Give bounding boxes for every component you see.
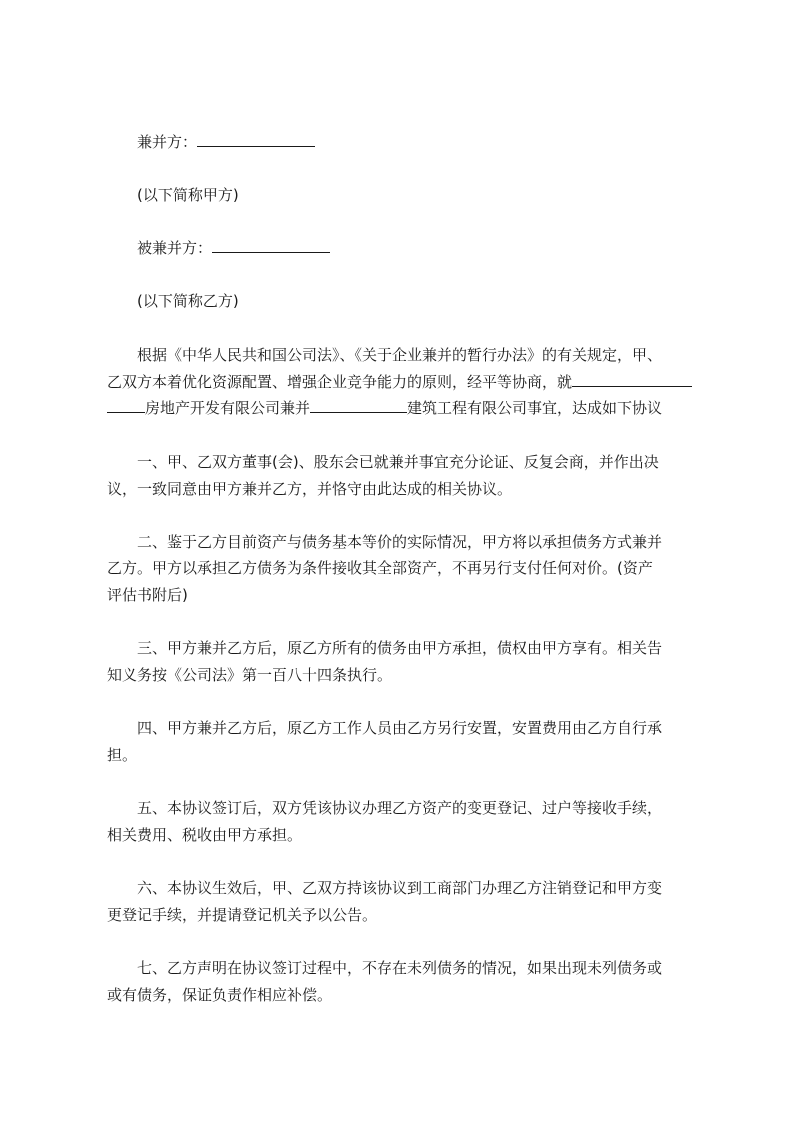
clause-5-line-1: 五、本协议签订后，双方凭该协议办理乙方资产的变更登记、过户等接收手续， — [137, 799, 663, 817]
clause-5-line-2: 相关费用、税收由甲方承担。 — [107, 826, 303, 844]
clause-1-line-2: 议，一致同意由甲方兼并乙方，并恪守由此达成的相关协议。 — [107, 480, 513, 498]
target-name-blank — [212, 238, 330, 253]
acquirer-company-blank — [572, 372, 692, 387]
acquirer-alias: (以下简称甲方) — [137, 186, 239, 204]
clause-6-line-1: 六、本协议生效后，甲、乙双方持该协议到工商部门办理乙方注销登记和甲方变 — [137, 879, 663, 897]
acquirer-company-blank-cont — [107, 398, 145, 413]
acquirer-label: 兼并方： — [137, 133, 198, 151]
target-company-blank — [310, 398, 407, 413]
acquirer-name-blank — [197, 132, 315, 147]
acquirer-line — [137, 132, 315, 152]
preamble-line-1: 根据《中华人民共和国公司法》、《关于企业兼并的暂行办法》的有关规定，甲、 — [137, 346, 663, 364]
clause-7-line-1: 七、乙方声明在协议签订过程中，不存在未列债务的情况，如果出现未列债务或 — [137, 959, 663, 977]
target-line — [137, 238, 330, 258]
clause-2-line-3: 评估书附后) — [107, 586, 188, 604]
clause-6-line-2: 更登记手续，并提请登记机关予以公告。 — [107, 906, 378, 924]
target-alias: (以下简称乙方) — [137, 292, 239, 310]
target-label: 被兼并方： — [137, 239, 213, 257]
clause-7-line-2: 或有债务，保证负责作相应补偿。 — [107, 986, 333, 1004]
clause-2-line-1: 二、鉴于乙方目前资产与债务基本等价的实际情况，甲方将以承担债务方式兼并 — [137, 533, 663, 551]
preamble-line-2: 乙双方本着优化资源配置、增强企业竞争能力的原则，经平等协商，就 — [107, 372, 692, 392]
preamble-line-3: 房地产开发有限公司兼并 建筑工程有限公司事宜，达成如下协议 — [107, 398, 662, 418]
clause-3-line-2: 知义务按《公司法》第一百八十四条执行。 — [107, 666, 393, 684]
clause-4-line-1: 四、甲方兼并乙方后，原乙方工作人员由乙方另行安置，安置费用由乙方自行承 — [137, 719, 663, 737]
clause-4-line-2: 担。 — [107, 746, 138, 764]
clause-1-line-1: 一、甲、乙双方董事(会)、股东会已就兼并事宜充分论证、反复会商，并作出决 — [137, 453, 659, 471]
clause-2-line-2: 乙方。甲方以承担乙方债务为条件接收其全部资产，不再另行支付任何对价。(资产 — [107, 559, 653, 577]
clause-3-line-1: 三、甲方兼并乙方后，原乙方所有的债务由甲方承担，债权由甲方享有。相关告 — [137, 639, 663, 657]
